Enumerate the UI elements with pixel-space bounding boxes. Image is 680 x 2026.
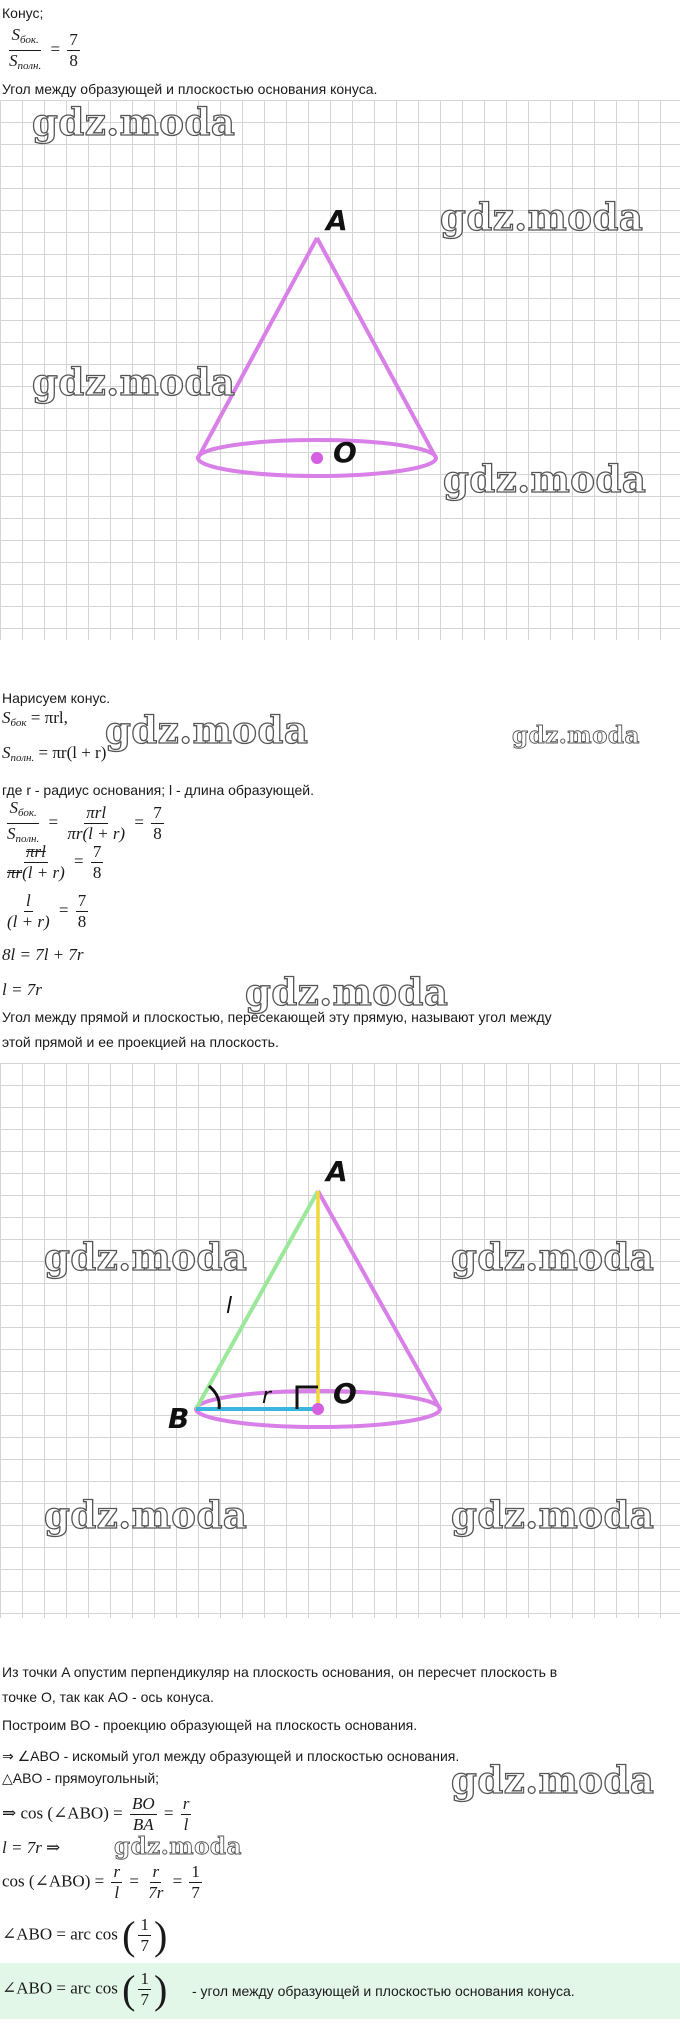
where-text: где r - радиус основания; l - длина образующей. xyxy=(2,782,314,798)
watermark: gdz.moda xyxy=(451,1758,655,1802)
perpendicular-line-1: Из точки A опустим перпендикуляр на плоскость основания, он пересчет плоскость в xyxy=(2,1664,558,1680)
center-label: O xyxy=(333,436,357,469)
equation-step-4: 8l = 7l + 7r xyxy=(2,945,84,964)
answer-highlight xyxy=(0,1963,680,2019)
draw-cone-text: Нарисуем конус. xyxy=(2,690,111,706)
base-point-label: B xyxy=(168,1402,190,1435)
center-point xyxy=(312,1403,324,1415)
arccos-equation: ∠ABO = arc cos ( $\frac{1}{7}$ ) xyxy=(2,1913,168,1958)
task-statement: Угол между образующей и плоскостью основания конуса. xyxy=(2,81,378,97)
full-area-formula: $S_{полн.} = \pi r(l + r)$ xyxy=(2,743,107,764)
watermark: gdz.moda xyxy=(44,1235,248,1279)
projection-text: Построим BO - проекцию образующей на плоскость основания. xyxy=(2,1717,418,1733)
cos-equation-1: ⇒ cos (∠ABO) = $\frac{BO}{BA}$ = $\frac{r}{l}$ xyxy=(2,1794,190,1834)
angle-text: ⇒ ∠ABO - искомый угол между образующей и плоскостью основания. xyxy=(2,1748,460,1764)
center-point xyxy=(311,452,323,464)
watermark: gdz.moda xyxy=(245,970,449,1014)
watermark: gdz.moda xyxy=(512,722,640,749)
cos-equation-2: cos (∠ABO) = $\frac{r}{l}$ = $\frac{r}{7r}$ = $\frac{1}{7}$ xyxy=(2,1862,200,1902)
perpendicular-line-2: точке O, так как AO - ось конуса. xyxy=(2,1689,214,1705)
watermark: gdz.moda xyxy=(440,195,644,239)
answer-text: - угол между образующей и плоскостью основания конуса. xyxy=(192,1983,575,1999)
apex-label: A xyxy=(326,204,348,237)
cone-right-generator xyxy=(317,238,436,458)
center-label: O xyxy=(333,1377,357,1410)
watermark: gdz.moda xyxy=(443,457,647,501)
watermark: gdz.moda xyxy=(451,1493,655,1537)
cone-label: Конус; xyxy=(2,5,44,21)
watermark: gdz.moda xyxy=(451,1235,655,1279)
definition-line-1: Угол между прямой и плоскостью, пересекающей эту прямую, называют угол между xyxy=(2,1009,552,1025)
watermark: gdz.moda xyxy=(32,100,236,144)
slant-segment-ab xyxy=(196,1191,318,1409)
ratio-step-1: $\frac{S_{бок.}}{S_{полн.}}$ = $\frac{\text{πrl}}{\pi r(l + r)}$ = $\frac{7}{8}$ xyxy=(7,798,162,845)
ratio-step-2: $\frac{\text{πrl}}{\pi r(l + r)}$ = $\frac{7}{8}$ xyxy=(7,842,102,882)
definition-line-2: этой прямой и ее проекцией на плоскость. xyxy=(2,1034,279,1050)
ratio-step-3: $\frac{l}{(l + r)}$ = $\frac{7}{8}$ xyxy=(7,891,87,931)
apex-label: A xyxy=(326,1155,348,1188)
answer-formula: ∠ABO = arc cos ( $\frac{1}{7}$ ) xyxy=(2,1967,168,2012)
watermark: gdz.moda xyxy=(105,708,309,752)
given-ratio: $\frac{S_{бок.}}{S_{полн.}}$ = $\frac{7}{8}$ xyxy=(9,25,78,72)
watermark: gdz.moda xyxy=(114,1833,242,1860)
slant-label: l xyxy=(226,1294,233,1319)
l-equals-7r: l = 7r ⇒ xyxy=(2,1838,61,1857)
equation-step-5: l = 7r xyxy=(2,980,42,999)
cone-left-generator xyxy=(198,238,317,458)
watermark: gdz.moda xyxy=(44,1493,248,1537)
radius-label: r xyxy=(262,1384,272,1409)
right-triangle-text: △ABO - прямоугольный; xyxy=(2,1770,160,1786)
lateral-area-formula: $S_{бок} = \pi rl$, xyxy=(2,708,68,729)
watermark: gdz.moda xyxy=(32,360,236,404)
